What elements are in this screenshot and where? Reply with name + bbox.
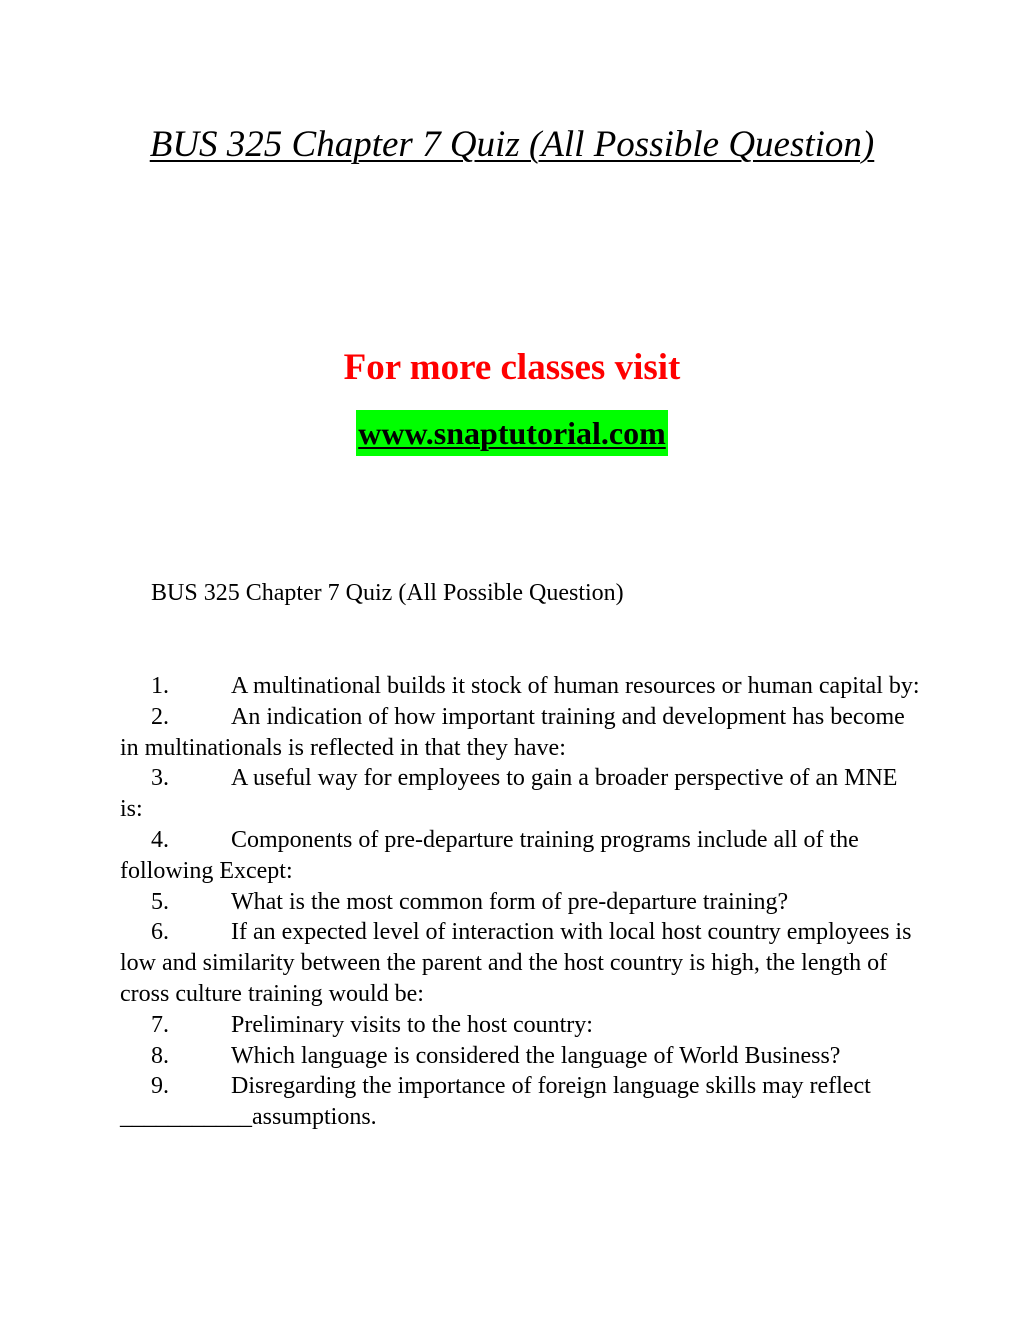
website-link[interactable]: www.snaptutorial.com <box>356 410 668 456</box>
question-item <box>120 1041 920 1072</box>
question-text: If an expected level of interaction with local host country employees is low and similarity between the parent and the host country is high, the length of cross culture training would be: <box>120 919 912 1007</box>
question-text: A multinational builds it stock of human resources or human capital by: <box>231 673 920 699</box>
question-text: Which language is considered the language of World Business? <box>231 1042 841 1069</box>
question-item <box>120 1071 920 1133</box>
question-item <box>120 671 920 702</box>
question-text: Components of pre-departure training programs include all of the following Except: <box>120 826 859 884</box>
question-item <box>120 763 920 825</box>
question-text: Disregarding the importance of foreign language skills may reflect ___________assumptions. <box>120 1073 871 1131</box>
promo-text: For more classes visit <box>343 347 681 388</box>
question-number: 1. <box>151 673 169 699</box>
question-item <box>120 702 920 764</box>
question-number: 8. <box>151 1042 169 1069</box>
website-link-row <box>0 410 1024 456</box>
question-text: A useful way for employees to gain a broader perspective of an MNE is: <box>120 765 898 823</box>
question-number: 9. <box>151 1073 169 1100</box>
question-item <box>120 1010 920 1041</box>
question-number: 5. <box>151 888 169 915</box>
question-number: 4. <box>151 826 169 853</box>
question-item <box>120 825 920 887</box>
question-list <box>120 671 920 1133</box>
question-text: An indication of how important training and development has become in multinationals is reflected in that they have: <box>120 703 905 761</box>
question-number: 7. <box>151 1011 169 1038</box>
document-title-text: BUS 325 Chapter 7 Quiz (All Possible Question) <box>149 124 875 165</box>
document-subtitle: BUS 325 Chapter 7 Quiz (All Possible Question) <box>151 580 624 606</box>
question-number: 2. <box>151 703 169 730</box>
question-item <box>120 917 920 1009</box>
question-text: What is the most common form of pre-departure training? <box>231 888 789 915</box>
question-number: 3. <box>151 765 169 792</box>
question-text: Preliminary visits to the host country: <box>231 1011 593 1038</box>
question-item <box>120 887 920 918</box>
document-title <box>0 122 1024 168</box>
question-number: 6. <box>151 919 169 946</box>
